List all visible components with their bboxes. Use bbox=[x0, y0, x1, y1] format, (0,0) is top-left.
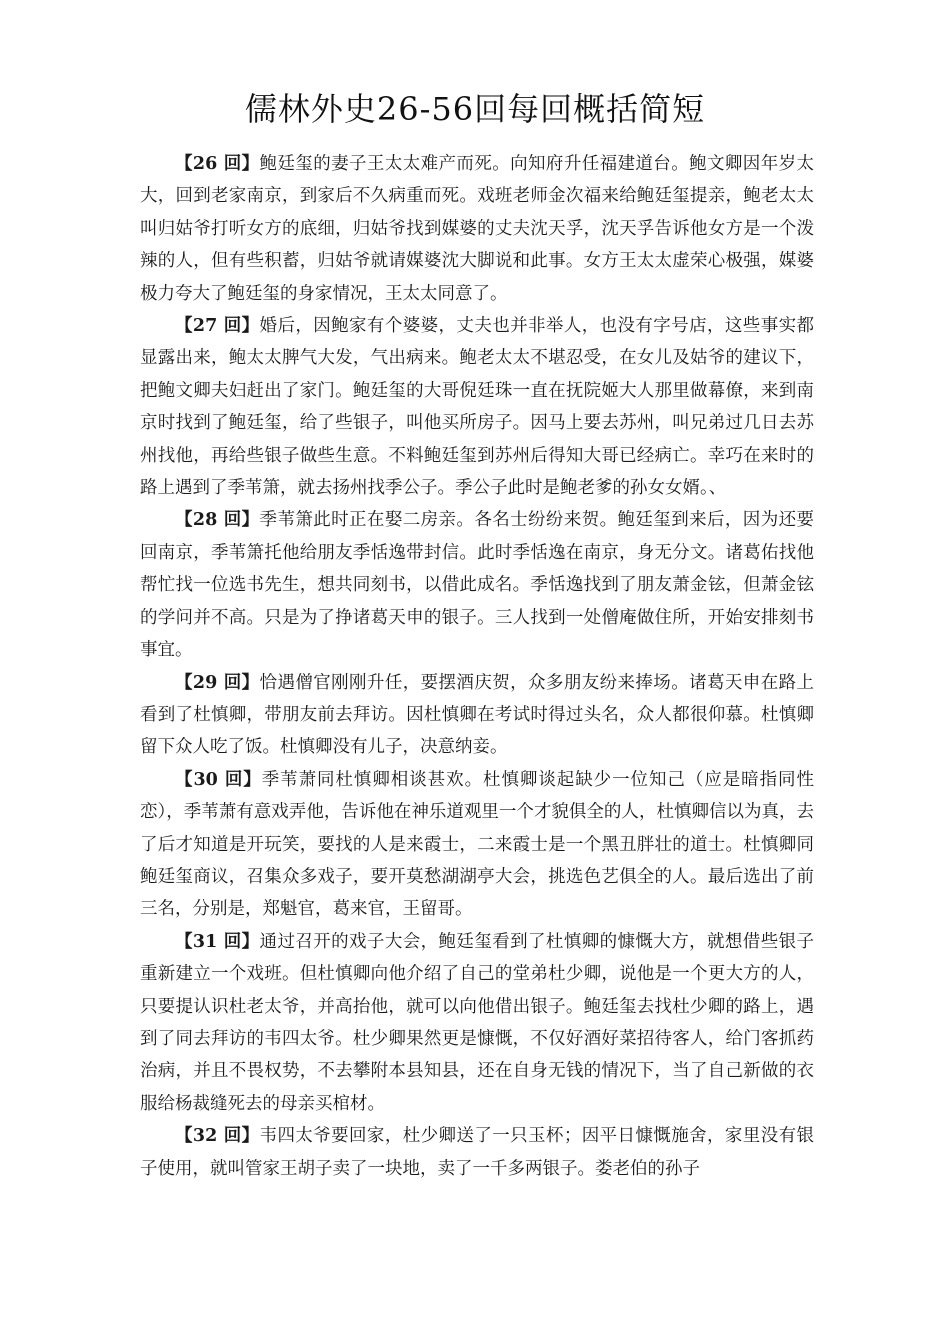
document-body bbox=[140, 148, 814, 1185]
paragraph-text: 鲍廷玺的妻子王太太难产而死。向知府升任福建道台。鲍文卿因年岁太大，回到老家南京，到家后不久病重而死。戏班老师金次福来给鲍廷玺提亲，鲍老太太叫归姑爷打听女方的底细，归姑爷找到媒婆的丈夫沈天孚，沈天孚告诉他女方是一个泼辣的人，但有些积蓄，归姑爷就请媒婆沈大脚说和此事。女方王太太虚荣心极强，媒婆极力夸大了鲍廷玺的身家情况，王太太同意了。 bbox=[140, 154, 814, 304]
paragraph-chapter-30 bbox=[140, 764, 814, 926]
document-title: 儒林外史26-56回每回概括简短 bbox=[244, 90, 706, 128]
chapter-marker: 【27 回】 bbox=[175, 316, 260, 337]
paragraph-chapter-31 bbox=[140, 926, 814, 1120]
paragraph-text: 恰遇僧官刚刚升任，要摆酒庆贺，众多朋友纷来捧场。诸葛天申在路上看到了杜慎卿，带朋友前去拜访。因杜慎卿在考试时得过头名，众人都很仰慕。杜慎卿留下众人吃了饭。杜慎卿没有儿子，决意纳妾。 bbox=[140, 672, 814, 758]
paragraph-text: 韦四太爷要回家，杜少卿送了一只玉杯；因平日慷慨施舍，家里没有银子使用，就叫管家王胡子卖了一块地，卖了一千多两银子。娄老伯的孙子 bbox=[140, 1126, 814, 1179]
paragraph-text: 季苇箫此时正在娶二房亲。各名士纷纷来贺。鲍廷玺到来后，因为还要回南京，季苇箫托他给朋友季恬逸带封信。此时季恬逸在南京，身无分文。诸葛佑找他帮忙找一位选书先生，想共同刻书，以借此成名。季恬逸找到了朋友萧金铉，但萧金铉的学问并不高。只是为了挣诸葛天申的银子。三人找到一处僧庵做住所，开始安排刻书事宜。 bbox=[140, 510, 814, 661]
paragraph-text: 婚后，因鲍家有个婆婆，丈夫也并非举人，也没有字号店，这些事实都显露出来，鲍太太脾气大发，气出病来。鲍老太太不堪忍受，在女儿及姑爷的建议下，把鲍文卿夫妇赶出了家门。鲍廷玺的大哥倪廷珠一直在抚院姬大人那里做幕僚，来到南京时找到了鲍廷玺，给了些银子，叫他买所房子。因马上要去苏州，叫兄弟过几日去苏州找他，再给些银子做些生意。不料鲍廷玺到苏州后得知大哥已经病亡。幸巧在来时的路上遇到了季苇箫，就去扬州找季公子。季公子此时是鲍老爹的孙女女婿。、 bbox=[140, 316, 814, 499]
chapter-marker: 【28 回】 bbox=[175, 510, 260, 531]
paragraph-chapter-26 bbox=[140, 148, 814, 310]
paragraph-chapter-32 bbox=[140, 1120, 814, 1185]
paragraph-chapter-27 bbox=[140, 310, 814, 504]
chapter-marker: 【31 回】 bbox=[175, 931, 260, 952]
chapter-marker: 【29 回】 bbox=[175, 672, 260, 693]
chapter-marker: 【26 回】 bbox=[175, 154, 260, 174]
chapter-marker: 【30 回】 bbox=[175, 769, 262, 790]
paragraph-chapter-29 bbox=[140, 667, 814, 764]
paragraph-chapter-28 bbox=[140, 504, 814, 666]
chapter-marker: 【32 回】 bbox=[175, 1126, 260, 1147]
paragraph-text: 通过召开的戏子大会，鲍廷玺看到了杜慎卿的慷慨大方，就想借些银子重新建立一个戏班。但杜慎卿向他介绍了自己的堂弟杜少卿，说他是一个更大方的人，只要提认识杜老太爷，并高抬他，就可以向他借出银子。鲍廷玺去找杜少卿的路上，遇到了同去拜访的韦四太爷。杜少卿果然更是慷慨，不仅好酒好菜招待客人，给门客抓药治病，并且不畏权势，不去攀附本县知县，还在自身无钱的情况下，当了自己新做的衣服给杨裁缝死去的母亲买棺材。 bbox=[140, 931, 814, 1114]
paragraph-text: 季苇萧同杜慎卿相谈甚欢。杜慎卿谈起缺少一位知己（应是暗指同性恋），季苇萧有意戏弄他，告诉他在神乐道观里一个才貌俱全的人，杜慎卿信以为真，去了后才知道是开玩笑，要找的人是来霞士，二来霞士是一个黑丑胖壮的道士。杜慎卿同鲍廷玺商议，召集众多戏子，要开莫愁湖湖亭大会，挑选色艺俱全的人。最后选出了前三名，分别是，郑魁官，葛来官，王留哥。 bbox=[140, 769, 815, 920]
